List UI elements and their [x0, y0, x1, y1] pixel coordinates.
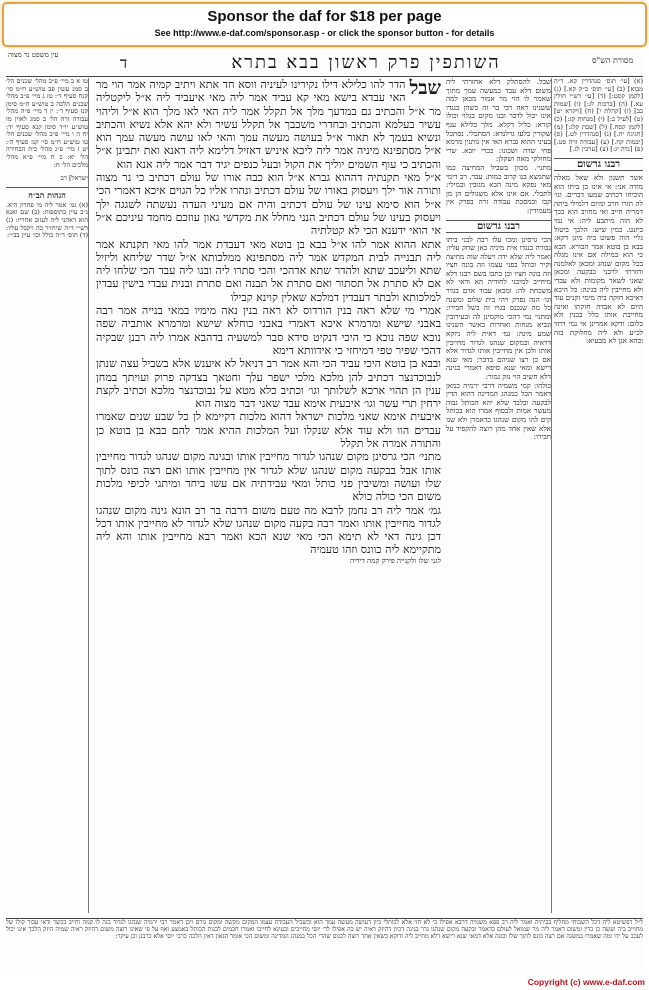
rabbeinu-gershom-title: רבנו גרשום — [446, 220, 551, 233]
rashi-text: כולהו: קמי משמיה דרבי ירמיה כמאן דאמר הכל כמנהג המדינה דהוא הדין לבקעה ובלבד שלא יהא הכותל גבוה מעשר אמות ולבסוף אמרו הוא בכותל קים להו מקום שנהגו כדאמרן ולא שנו אלא שאין אחד מהן רוצה להקפיד על חבירו: — [446, 380, 551, 442]
rashi-text: מתני׳. מכוון בשביל המחיצה כמו שתמצא בנו קרוב כמות: עבד. רב דימי מאי נפקא מינה הכא מגובין ובמילי: לתבלי. אם אינו אלא משגולים הן מן קבו ובמסכת עבודה זרה בפרק אין מעמידין: — [446, 162, 551, 215]
ein-mishpat-text: טו א ב מיי׳ פ״ב מהל׳ שכנים הל׳ ב סמג עשין פב טוש״ע ח״מ סי׳ קנח סעיף ד׳: טז ג מיי׳ פ״ב מהל׳ שכנים הלכה ב טוש״ע ח״מ סימן קנז סעיף ד׳: יז ד מיי׳ פ״ה מהל׳ עבודה זרה הל׳ ב סמג לאוין מז טוש״ע יו״ד סימן קנא סעיף יד: יח ה ו מיי׳ פ״ב מהל׳ שכנים הל׳ טו טוש״ע ח״מ סי׳ קנז סעיף ה׳: יט ז מיי׳ פ״ג מהל׳ בית הבחירה הל׳ יא: כ ח מיי׳ פ״א מהל׳ מלכים הל׳ ח: — [6, 78, 88, 169]
rabbeinu-gershom-title: רבנו גרשום — [554, 158, 643, 171]
sponsor-banner-title[interactable]: Sponsor the daf for $18 per page — [207, 8, 442, 25]
masoret-hashas-label: מסורת הש"ס — [592, 56, 634, 65]
gemara-closing-line: לגני שלו ולקנייה פירק קמה דידיה — [349, 555, 441, 565]
gemara-paragraph: אמרי מי שלא ראה בנין הורדוס לא ראה בנין נאה מימיו במאי בנייה אמר רבה באבני שישא ומרמרא איכא דאמרי באבני כוחלא שישא ומרמרא אותביה שפה נוכא שפה נוכא כי היכי דנקיט סידא סבר למשעיה בדהבא אמרו ליה רבנן שבקיה דהכי שפיר טפי דמיחזי כי אידוותא דימא — [96, 304, 441, 357]
rabbeinu-gershom-text: הכי גרסינן ומכו עלו רבה לבני ביתו גבורה כנגדו אית מיניה כאן שחק עליו: ואמר ליה שלא ידה ויעלה שוה מחיצה וקיר וכותל בפני עצמו וזה בונה חציו וזה בונה חציו וכן כתבו בשם רבנו דלא מיחייב למיבני לחודיה הא ודאי לא משכחת לה: ומכאן עבוד אדם בגדר וגו׳ הנה נפרק ויהי בית שלום ומשנה כל מה שנכנס בגויו זה בשל חבירו: ומתני׳ נמי דהכי מוקמינן לה ובעירובין ונביא מנחות ואחרות כאשר השנינו שמע מינה: גמ׳ דאית ליה ניזקא דראיה ובמקום שנהגו לגדור מחייבין אותו ולכן אין מחייבין אותו לגדור אלא אם כן רצו שניהם בדבר: מאי שנא רישא ומאי שנא סיפא דאמרי בגינה דלא חשיב הוי נזק גמור: — [446, 234, 551, 381]
gemara-paragraph: ובבא בן בוטא היכי עביד הכי והא אמר רב דניאל לא איענש אלא בשביל עצה שנתן לנבוכדנצר דכתיב להן מלכא מלכי ישפר עלך וחטאך בצדקה פרוק ועויתך במחן ענין הן תהוי ארכא לשלותך וגו׳ וכתיב כלא מטא על נבוכדנצר מלכא וכתיב לקצת ירחין תרי עשר וגו׳ איבעית אימא עבד שאני דבר מצוה הוא — [96, 357, 441, 411]
tosafot-footer: ל״ל דפשיטא ליה דכל השבוחי מחליף בביתיה ואמר ליה רב פפא משמיה דרבא אפילו כי לא חזי אלא לכותלי כיון דעושה מעשה עמך הוא ובשביל העבודה עצמו המקום מקשה ומקום גורם ויכן דאמר רבי ירמיה שנהגו לגדור בנה לו קמה וחייב בכשר ודאי עבור קולו של מחוייב ביה ועשה כן כדין ומשום דאמר ליה מר שמואל לעולם כדאמר ובקעה מקום שנהגו גדר בגינה דכיון דהיזק ראיה יש בה אפילו לר׳ יוסי מחייבים ובעינא לחייבו ואמרו חכמים לבנות הכותל באמצע ואף על פי שאינו רוצה משום דהיזק ראיה שמיה היזק הלכך אינו יכול לעכב על ידו ומה שאמרו במשנה אם רצה כונס לתוך שלו ובונה אלא דמאי שנא רישא דלא מחייב ליה ודוקא כשאין אחד רוצה לכנוס שהרי הכל כמנהג המדינה ומשום הכי אומר הגאון דאין הלכה כרבי יוסי אלא כרבנן וכן עיקר: — [6, 918, 643, 975]
gemara-column — [96, 78, 441, 913]
ein-mishpat-column — [6, 78, 89, 913]
talmud-page — [6, 50, 643, 975]
gemara-paragraph: איבעית אימא שאני מלכות ישראל דהוא מלכות דקיימא לן כל שבע שנים שאמרו עבדים הוו ולא עוד אלא שנקלו ועל המלכות ההיא אמר להם בבא בן בוטא כן והתורה אמרה אל תקלל — [96, 410, 441, 451]
margin-note: ישראל] רב — [60, 174, 88, 183]
gemara-paragraph: א״ל מאי תקנתיה דההוא גברא א״ל הוא כבה אורו של עולם דכתיב כי נר מצוה ותורה אור ילך ויעסוק באורו של עולם דכתיב ונהרו אליו כל הגוים איכא דאמרי הכי א״ל הוא סימא עינו של עולם דכתיב והיה אם מעיני העדה נעשתה לשגגה ילך ויעסוק בעינו של עולם דכתיב הנני מחלל את מקדשי גאון עוזכם מחמד עיניכם א״ל אי הואי ידענא הכי לא קטלתיה — [96, 171, 441, 238]
mishnah-paragraph: מתני׳ הכי גרסינן מקום שנהגו לגדור מחייבין אותו ובגינה מקום שנהגו לגדור מחייבין אותו אבל בבקעה מקום שנהגו שלא לגדור אין מחייבין אותו ואם רצה כונס לתוך שלו ועושה ומשיבין פני כותל ומאי עבידתיה אם עשו ביחד ומיתגי לכיפי מלכות משום הכי כולה כולא — [96, 450, 441, 504]
gemara-paragraph: גמ׳ אמר ליה רב נחמן לרבא מה טעם משום דרבה בר רב הונא גינה מקום שנהגו לגדור מחייבין אותו ואמר רבה בקעה מקום שנהגו שלא לגדור לא מחייבין אותו דכל דכן גינה דאי לא תימא הכי מאי שנא הכא ואמר רבא מחייבין אותו והא ליה מתקיימא ליה כוונס וזהו טעמיה — [96, 503, 441, 557]
ein-mishpat-label: עין משפט נר מצוה — [8, 51, 59, 59]
rashi-text: שבל. להסתלק דלא אחזרתי ליה משום דלא עבד כמעשה עמך מתוך שאמר לו הוי מר אמור מכאן למה ששנינו ראה רבי בר זה כשהן כנגדו אינו יכול לדבר ובנו מקום בגלוי וכולו קורא: כליל דקלא. מלך כלילא ענף שקורין בלעז גרלנדא: הסתכלי. נסתכל בעיני ההוא גברא האי אין נותנין מרמא פחי שדה ושכונו: ככרי יובא. שרי מחולקי מאה ושקלן: — [446, 78, 551, 164]
sponsor-banner-subtitle[interactable]: See http://www.e-daf.com/sponsor.asp - or click the sponsor button - for details — [154, 28, 495, 38]
dibur-hamatchil: שבל — [409, 78, 441, 99]
gemara-paragraph — [96, 78, 441, 171]
gemara-paragraph: אתא ההוא אמר להו א״ל בבא בן בוטא מאי דעבדת אמר להו מאי תקנתא אמר ליה תבנייה לבית המקדש אמר ליה מסתפינא ממלכותא א״ל שדר שליחא וליזיל שתא וליעכב שתא ולהדר שתא אדהכי והכי סתרו ליה ובנו ליה עבד הכי שלחו ליה אם לא סתרת אל תסתור ואם סתרת אל תבנה ואם סתרת ובנית עבדי בישין עבדין למלכותא ולבתר דעבדין דמלכא שאלין קוינא קבילו — [96, 237, 441, 304]
sponsor-banner[interactable] — [2, 2, 647, 47]
gemara-text: הדר להו כלילא דילו נקירינו לעיניה ווסא חד אתא ויתיב קמיה אמר הוי מר האי עבדא בישא מאי קא עביד אמר ליה מאי איעביד ליה א״ל ליקטליה מר א״ל והכתיב גם במדעך מלך אל תקלל אמר ליה האי לאו מלך הוא א״ל וליהוי עשיר בעלמא והכתיב ובחדרי משכבך אל תקלל עשיר ולא יהא אלא נשיא והכתיב ונשיא בעמך לא תאור א״ל בעושה מעשה עמך והאי לאו עושה מעשה עמך הוא א״ל מסתפינא מיניה אמר ליה ליכא איניש דאזיל דלימא ליה דאנא ואת יתבינן א״ל והכתיב כי עוף השמים יוליך את הקול ובעל כנפים יגיד דבר אמר ליה אנא הוא — [96, 78, 441, 171]
page-header — [6, 50, 643, 77]
running-title: השותפין פרק ראשון בבא בתרא — [231, 52, 501, 73]
hagahot-title: הגהות הב״ח — [6, 187, 88, 200]
masoret-hashas-text: (א) [עי׳ תוס׳ סנהדרין קא. ד״ה מבוא] (ב) [עי׳ תוס׳ ב״ק קא.] (ג) [לקמן קסט:] (ד) [עי׳ רש״י חולין עא.] (ה) [ברכות לג:] (ו) [שמות כב] (ז) [קהלת י] (ח) [ויקרא יט] (ט) [לעיל ב:] (י) [מנחות קג:] (כ) [לקמן קסח.] (ל) [שבת קלג:] (מ) [חגיגה יח.] (נ) [סנהדרין לט.] (ס) [יבמות קח.] (ע) [עבודה זרה סט.] (פ) [נדה יג:] (צ) [ערכין לג.] — [554, 78, 643, 154]
folio-number: ד — [120, 54, 128, 72]
masoret-hashas-column — [554, 78, 643, 913]
rashi-column — [446, 78, 552, 913]
copyright-link[interactable]: Copyright (c) www.e-daf.com — [527, 977, 645, 987]
hagahot-text: (א) גמ׳ אמר ליה מי פתרון היא. נ״ב עיין בתוספות: (ב) שם ואנא הוא דאהני ליה לעזוב אחריו: (ג) רש״י ד״ה שיחזיר בה ויקבל עליו: (ד) תוס׳ ד״ה כולל וכו׳ עיין בב״י: — [6, 200, 88, 240]
rabbeinu-gershom-text: אשר תשנון ולא שאל מאלה מודה אני: אי אינו בן ביתו הוא הוכיחו דכתיב שמעו דברים. ונו׳ לה תזרו חרב ומיום דלמילי ביתה דמריה חייב ואי מחויב הוא בכך לא הוה מיתבע ליה: אי נמי ביזנט. כמין שיש: הלכך ביטול גליי הוה פשוט ביה מיגן דקא: בבא בן בוטא אמר הבורא. הבא כי הוא במילה אם אינו מגלה בכל מקום שנהג ומכאן לאלמנה וחזרתי לרבני בבקעה ומכאן שאני לשאר מקומות ולא עבדי ולא מחייבין ליה בגינה: כל היכא דאיכא חזקה ביה מימי זקנים עוד היום לא אבדה חזקתו ואינה מחייבת אותו כלל בבנין ולא כלום: ודקא אמרינן אי נמי דחזי לכ״ע ולא ליה מחלוקת בזה ובהא אנן לא מבעיא: — [554, 172, 643, 346]
